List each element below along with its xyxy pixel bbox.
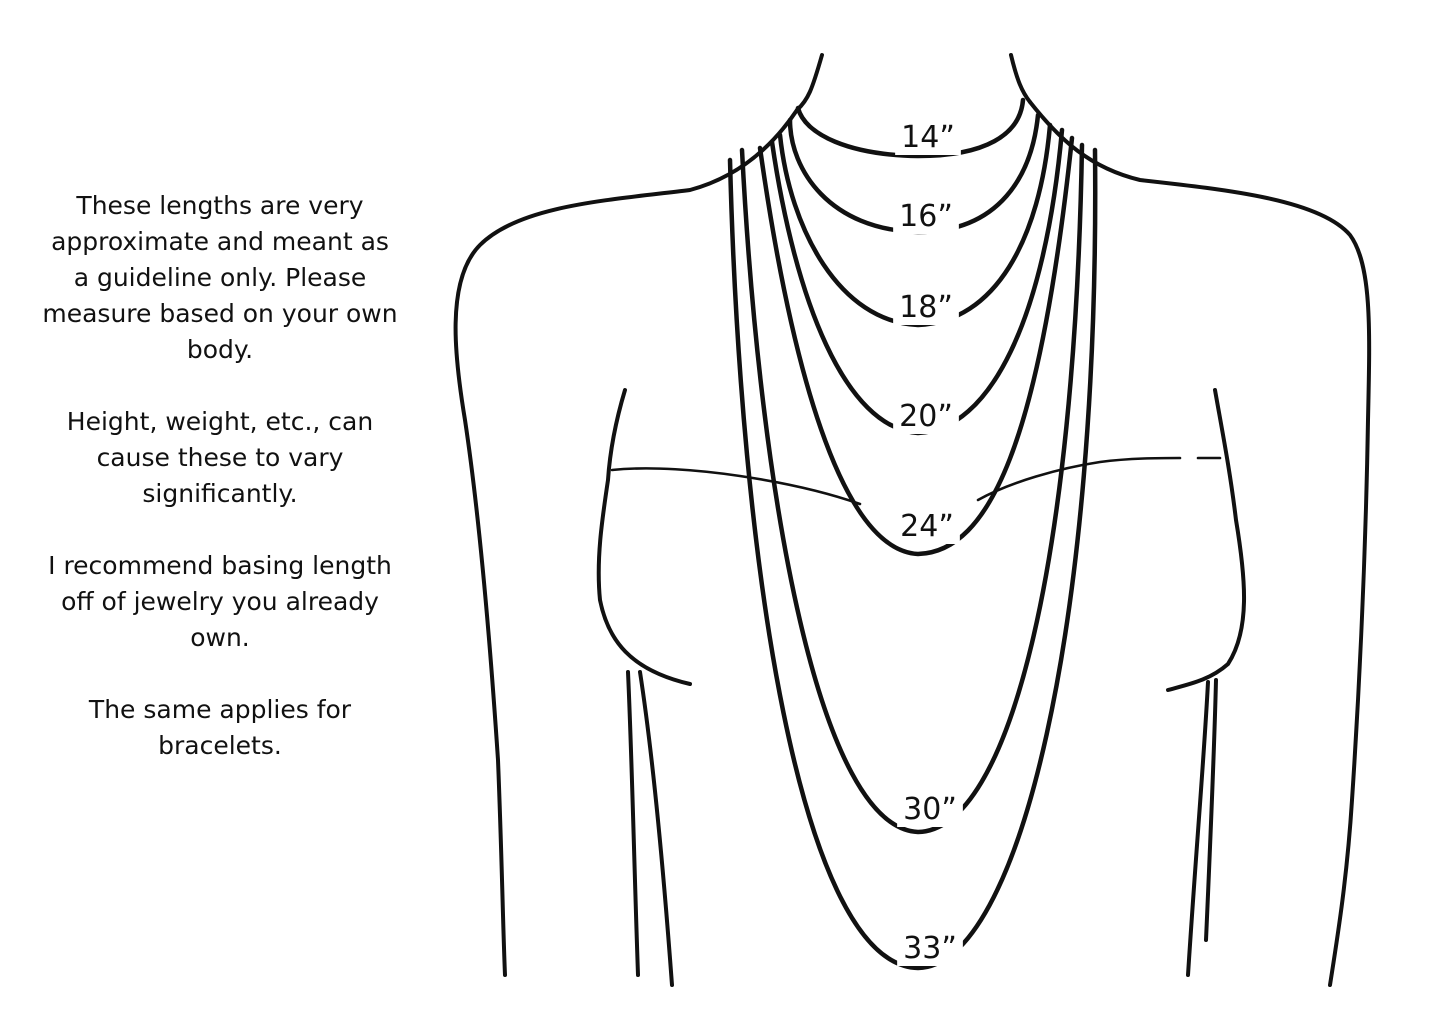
note-recommendation: I recommend basing length off of jewelry you already own. — [48, 551, 392, 652]
necklace-length-labels — [893, 120, 963, 966]
length-label-33: 33” — [903, 931, 957, 966]
length-label-24: 24” — [900, 509, 954, 544]
length-label-14: 14” — [901, 120, 955, 155]
right-bust — [1168, 390, 1244, 690]
left-arm-crease — [640, 672, 672, 985]
length-label-30: 30” — [903, 792, 957, 827]
neck-right — [1011, 55, 1030, 102]
neck-left — [797, 55, 822, 110]
note-approximate: These lengths are very approximate and meant as a guideline only. Please measure based on your own body. — [42, 191, 398, 364]
bust-line — [612, 458, 1220, 504]
length-label-16: 16” — [899, 199, 953, 234]
note-variation: Height, weight, etc., can cause these to vary significantly. — [66, 407, 374, 508]
left-bust — [599, 390, 690, 684]
left-arm-inner — [628, 672, 638, 975]
length-label-20: 20” — [899, 399, 953, 434]
note-bracelets: The same applies for bracelets. — [88, 695, 352, 760]
length-label-18: 18” — [899, 290, 953, 325]
